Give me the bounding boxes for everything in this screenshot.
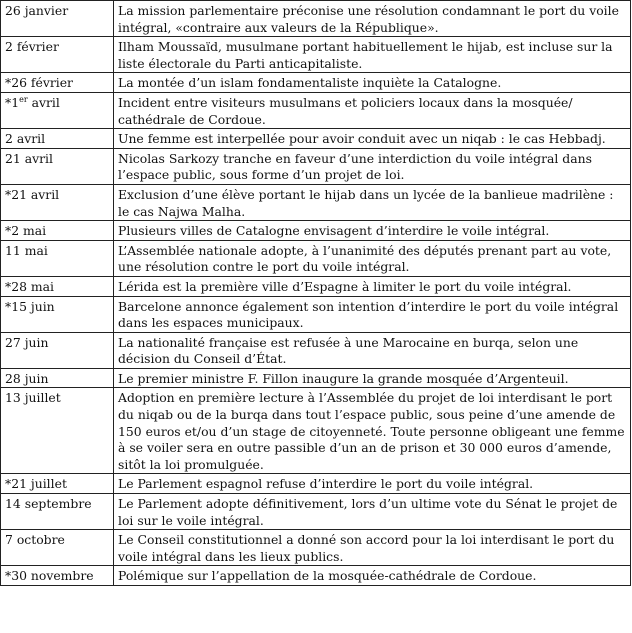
date-text: 26 janvier: [5, 3, 69, 18]
event-text: Ilham Moussaïd, musulmane portant habituellement le hijab, est incluse sur la liste électorale du Parti anticapitaliste.: [118, 39, 613, 71]
date-cell: [1, 1, 114, 37]
date-cell: [1, 368, 114, 388]
date-cell: [1, 129, 114, 149]
event-text: Le Parlement adopte définitivement, lors d’un ultime vote du Sénat le projet de loi sur le voile intégral.: [118, 496, 618, 528]
date-ordinal-suffix: er: [19, 94, 28, 104]
table-row: [1, 240, 631, 276]
event-cell: [114, 276, 631, 296]
event-text: Le Conseil constitutionnel a donné son accord pour la loi interdisant le port du voile intégral dans les lieux publics.: [118, 532, 615, 564]
table-row: [1, 474, 631, 494]
table-row: [1, 494, 631, 530]
table-row: [1, 566, 631, 586]
event-cell: [114, 332, 631, 368]
event-cell: [114, 368, 631, 388]
event-cell: [114, 388, 631, 474]
date-cell: [1, 73, 114, 93]
event-cell: [114, 184, 631, 220]
date-text: *21 juillet: [5, 476, 67, 492]
event-cell: [114, 129, 631, 149]
date-cell: [1, 276, 114, 296]
event-cell: [114, 1, 631, 37]
table-row: [1, 73, 631, 93]
date-month: avril: [27, 94, 60, 110]
date-cell: [1, 240, 114, 276]
event-cell: [114, 494, 631, 530]
table-row: [1, 1, 631, 37]
date-cell: [1, 37, 114, 73]
table-row: [1, 184, 631, 220]
table-row: [1, 296, 631, 332]
date-text: 14 septembre: [5, 496, 92, 512]
date-text: 11 mai: [5, 242, 48, 258]
date-cell: [1, 296, 114, 332]
event-text: La nationalité française est refusée à une Marocaine en burqa, selon une décision du Conseil d’État.: [118, 334, 579, 367]
date-cell: [1, 530, 114, 566]
event-text: L’Assemblée nationale adopte, à l’unanimité des députés prenant part au vote, une résolution contre le port du voile intégral.: [118, 242, 612, 275]
table-row: [1, 368, 631, 388]
event-text: Le premier ministre F. Fillon inaugure la grande mosquée d’Argenteuil.: [118, 370, 569, 386]
date-text: *1: [5, 94, 20, 110]
date-text: 2 février: [5, 39, 59, 55]
date-cell: [1, 148, 114, 184]
event-cell: [114, 530, 631, 566]
event-text: Une femme est interpellée pour avoir conduit avec un niqab : le cas Hebbadj.: [118, 131, 606, 147]
date-text: 21 avril: [5, 150, 53, 166]
event-cell: [114, 566, 631, 586]
event-text: Polémique sur l’appellation de la mosquée-cathédrale de Cordoue.: [118, 568, 537, 584]
date-text: *30 novembre: [5, 568, 94, 584]
date-text: *2 mai: [5, 223, 47, 239]
table-row: [1, 37, 631, 73]
date-cell: [1, 221, 114, 241]
table-row: [1, 332, 631, 368]
event-text: Exclusion d’une élève portant le hijab dans un lycée de la banlieue madrilène : le cas Najwa Malha.: [118, 186, 614, 219]
date-text: 7 octobre: [5, 532, 65, 548]
date-cell: [1, 184, 114, 220]
event-text: Le Parlement espagnol refuse d’interdire le port du voile intégral.: [118, 476, 534, 492]
date-text: 13 juillet: [5, 390, 61, 406]
table-row: [1, 388, 631, 474]
event-cell: [114, 474, 631, 494]
date-cell: [1, 566, 114, 586]
table-row: [1, 276, 631, 296]
event-cell: [114, 240, 631, 276]
date-text: 27 juin: [5, 334, 49, 350]
event-text: Plusieurs villes de Catalogne envisagent d’interdire le voile intégral.: [118, 223, 550, 239]
table-row: [1, 92, 631, 128]
event-text: Nicolas Sarkozy tranche en faveur d’une interdiction du voile intégral dans l’espace public, sous forme d’un projet de loi.: [118, 150, 592, 183]
date-text: *21 avril: [5, 186, 60, 202]
date-cell: [1, 92, 114, 128]
chronology-table-body: [1, 1, 631, 586]
event-cell: [114, 148, 631, 184]
event-text: Barcelone annonce également son intention d’interdire le port du voile intégral dans les espaces municipaux.: [118, 298, 619, 331]
event-cell: [114, 296, 631, 332]
date-text: *28 mai: [5, 278, 54, 294]
event-text: La montée d’un islam fondamentaliste inquiète la Catalogne.: [118, 75, 502, 91]
date-cell: [1, 388, 114, 474]
date-text: 28 juin: [5, 370, 49, 386]
date-text: *26 février: [5, 75, 73, 91]
table-row: [1, 148, 631, 184]
event-cell: [114, 221, 631, 241]
date-cell: [1, 332, 114, 368]
table-row: [1, 129, 631, 149]
event-text: Lérida est la première ville d’Espagne à limiter le port du voile intégral.: [118, 278, 572, 294]
event-cell: [114, 37, 631, 73]
event-cell: [114, 92, 631, 128]
event-text: La mission parlementaire préconise une résolution condamnant le port du voile intégral, «contraire aux valeurs de la République».: [118, 3, 619, 35]
table-row: [1, 221, 631, 241]
event-text: Incident entre visiteurs musulmans et policiers locaux dans la mosquée/ cathédrale de Cordoue.: [118, 94, 573, 127]
table-row: [1, 530, 631, 566]
event-text: Adoption en première lecture à l’Assemblée du projet de loi interdisant le port du niqab ou de la burqa dans tout l’espace public, sous peine d’une amende de 150 euros et/ou d’un stage de citoyenneté. Toute personne obligeant une femme à se voiler sera en outre passible d’un an de prison et 30 000 euros d’amende, sitôt la loi promulguée.: [118, 390, 625, 472]
date-text: *15 juin: [5, 298, 55, 314]
date-text: 2 avril: [5, 131, 46, 147]
date-cell: [1, 494, 114, 530]
date-cell: [1, 474, 114, 494]
event-cell: [114, 73, 631, 93]
